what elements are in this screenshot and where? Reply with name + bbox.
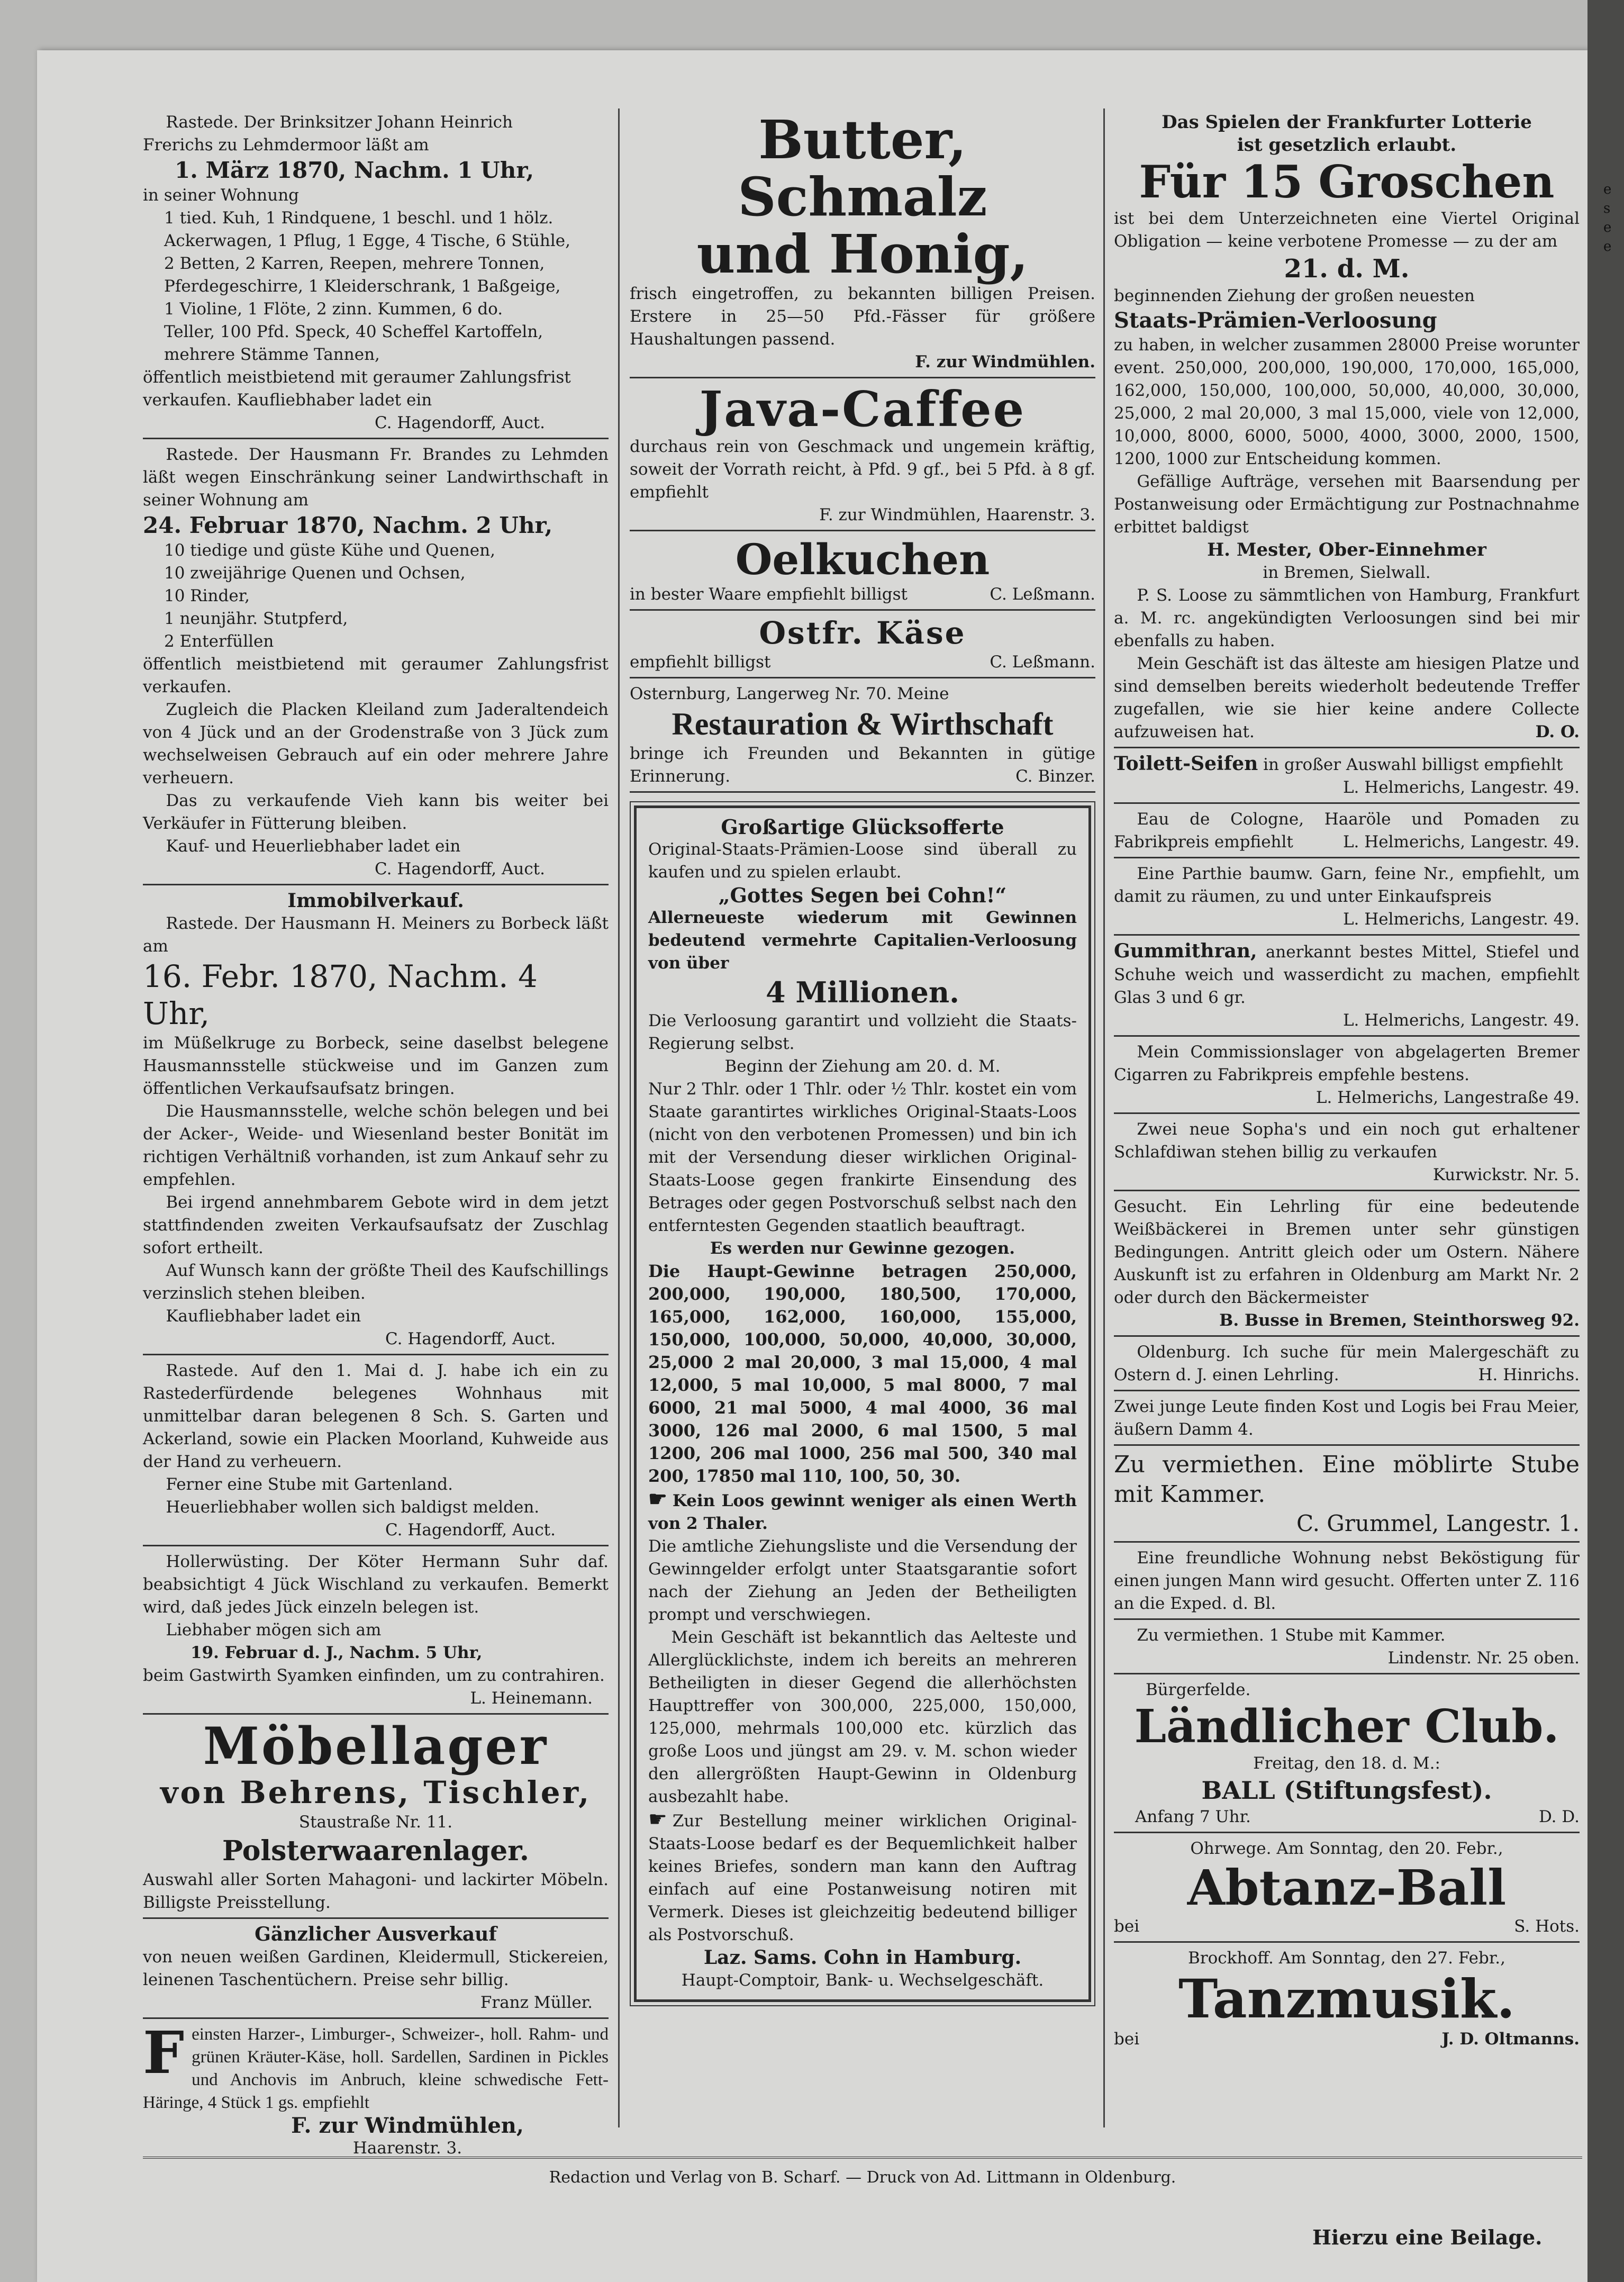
signature: L. Helmerichs, Langestr. 49. xyxy=(1342,910,1580,929)
ad-rastede-verheuern xyxy=(143,1360,609,1546)
ad-text: Rastede. Der Hausmann Fr. Brandes zu Lehmden läßt wegen Einschränkung seiner Landwirthschaft in seiner Wohnung am xyxy=(143,445,609,510)
ad-sopha xyxy=(1114,1118,1580,1191)
ad-text: Die Haupt-Gewinne betragen 250,000, 200,000, 190,000, 180,500, 170,000, 165,000, 162,000, 160,000, 155,000, 150,000, 100,000, 50,000, 40,000, 30,000, 25,000 2 mal 20,000, 3 mal 15,000, 4 mal 12,000, 5 mal 10,000, 5 mal 8000, 7 mal 6000, 21 mal 5000, 4 mal 4000, 36 mal 3000, 126 mal 2000, 6 mal 1500, 5 mal 1200, 206 mal 1000, 256 mal 500, 340 mal 200, 17850 mal 110, 100, 50, 30. xyxy=(648,1261,1077,1486)
column-2 xyxy=(630,108,1095,2007)
signature: D. O. xyxy=(1535,722,1580,741)
column-rule xyxy=(618,108,620,2127)
column-1 xyxy=(143,111,609,2160)
ad-text: Rastede. Der Brinksitzer Johann Heinrich xyxy=(166,113,513,132)
ad-text: Kein Loos gewinnt weniger als einen Werth von 2 Thaler. xyxy=(648,1491,1077,1533)
ad-title: Polsterwaarenlager. xyxy=(222,1835,529,1867)
ad-title: Toilett-Seifen xyxy=(1114,753,1258,775)
ad-subtitle: von Behrens, Tischler, xyxy=(160,1774,592,1810)
ad-moebellager xyxy=(143,1716,609,1919)
ad-text: Mein Geschäft ist das älteste am hiesigen Platze und sind demselben bereits wiederholt bedeutende Treffer zugefallen, wie sie hier keine andere Collecte aufzuweisen hat. xyxy=(1114,654,1580,741)
ad-frerichs-auction xyxy=(143,111,609,439)
ad-cigarren xyxy=(1114,1041,1580,1114)
signature: J. D. Oltmanns. xyxy=(1441,2030,1580,2049)
ad-text: 1 Violine, 1 Flöte, 2 zinn. Kummen, 6 do. xyxy=(164,300,503,319)
ad-eau-de-cologne xyxy=(1114,808,1580,858)
ad-text: Auf Wunsch kann der größte Theil des Kaufschillings verzinslich stehen bleiben. xyxy=(143,1261,609,1303)
signature: B. Busse in Bremen, Steinthorsweg 92. xyxy=(1219,1311,1580,1330)
signature: L. Helmerichs, Langestr. 49. xyxy=(1342,832,1580,852)
ad-text: Zu vermiethen. Eine möblirte Stube mit Kammer. xyxy=(1114,1451,1580,1508)
ad-text xyxy=(648,1808,1077,1946)
ad-text: Die Hausmannsstelle, welche schön belegen und bei der Acker-, Weide- und Wiesenland bester Bonität im richtigen Verhältniß vorhanden, ist zum Ankauf sehr zu empfehlen. xyxy=(143,1102,609,1189)
signature: L. Helmerichs, Langestr. 49. xyxy=(1342,1011,1580,1030)
signature: in Bremen, Sielwall. xyxy=(1263,563,1431,582)
ad-title: Möbellager xyxy=(203,1716,549,1776)
ad-text: anerkannt bestes Mittel, Stiefel und Schuhe weich und wasserdicht zu machen, empfiehlt Glas 3 und 6 gr. xyxy=(1114,943,1580,1007)
ad-title: Es werden nur Gewinne gezogen. xyxy=(710,1239,1015,1258)
ad-oelkuchen xyxy=(630,536,1095,611)
ad-text: Eine Parthie baumw. Garn, feine Nr., empfiehlt, um damit zu räumen, zu und unter Einkaufspreis xyxy=(1114,864,1580,906)
ad-text: durchaus rein von Geschmack und ungemein kräftig, soweit der Vorrath reicht, à Pfd. 9 gf., bei 5 Pfd. à 8 gf. empfiehlt xyxy=(630,437,1095,502)
list-item: 10 Rinder, xyxy=(164,586,250,605)
ad-text: Zur Bestellung meiner wirklichen Original-Staats-Loose bedarf es der Bequemlichkeit halber keines Briefes, sondern man kann den Auftrag einfach auf eine Postanweisung notiren mit Vermerk. Dieses ist gleichzeitig bedeutend billiger als Postvorschuß. xyxy=(648,1812,1077,1944)
ad-wohnung-gesucht xyxy=(1114,1547,1580,1620)
ad-garn xyxy=(1114,863,1580,936)
draw-date: 21. d. M. xyxy=(1284,254,1410,284)
ad-text: beginnenden Ziehung der großen neuesten xyxy=(1114,286,1475,305)
ad-text: Kauf- und Heuerliebhaber ladet ein xyxy=(166,837,461,856)
ad-text: öffentlich meistbietend mit geraumer Zahlungsfrist xyxy=(143,368,571,387)
ad-kaese-windmuehlen xyxy=(143,2018,609,2160)
ad-text: Brockhoff. Am Sonntag, den 27. Febr., xyxy=(1188,1949,1505,1968)
imprint: Redaction und Verlag von B. Scharf. — Druck von Ad. Littmann in Oldenburg. xyxy=(143,2157,1582,2187)
signature: D. D. xyxy=(1538,1807,1580,1826)
ad-text: Zwei junge Leute finden Kost und Logis bei Frau Meier, äußern Damm 4. xyxy=(1114,1397,1580,1439)
ad-text: in großer Auswahl billigst empfiehlt xyxy=(1263,755,1563,774)
signature: Laz. Sams. Cohn in Hamburg. xyxy=(703,1946,1022,1969)
ad-text: Gesucht. Ein Lehrling für eine bedeutende Weißbäckerei in Bremen unter sehr günstigen Bedingungen. Antritt gleich oder um Ostern. Nähere Auskunft ist zu erfahren in Oldenburg am Markt Nr. 2 oder durch den Bäckermeister xyxy=(1114,1197,1580,1307)
ad-ostfr-kaese xyxy=(630,615,1095,678)
ad-zu-vermiethen-stube xyxy=(1114,1450,1580,1543)
ad-text: Original-Staats-Prämien-Loose sind überall zu kaufen und zu spielen erlaubt. xyxy=(648,840,1077,882)
ad-text: Pferdegeschirre, 1 Kleiderschrank, 1 Baßgeige, xyxy=(164,277,561,296)
ad-title: Restauration & Wirthschaft xyxy=(672,707,1054,741)
ad-text: 1 tied. Kuh, 1 Rindquene, 1 beschl. und 1 hölz. xyxy=(164,209,554,228)
auction-date: 16. Febr. 1870, Nachm. 4 Uhr, xyxy=(143,958,538,1031)
ad-text: Allerneueste wiederum mit Gewinnen bedeutend vermehrte Capitalien-Verloosung von über xyxy=(648,908,1077,973)
ad-text: im Müßelkruge zu Borbeck, seine daselbst belegene Hausmannsstelle stückweise und im Ganzen zum öffentlichen Verkaufsaufsatz bringen. xyxy=(143,1034,609,1098)
ad-butter-schmalz xyxy=(630,108,1095,378)
signature: Haupt-Comptoir, Bank- u. Wechselgeschäft. xyxy=(681,1971,1044,1990)
ad-title: Das Spielen der Frankfurter Lotterie xyxy=(1162,112,1532,133)
ad-text: Mein Geschäft ist bekanntlich das Aelteste und Allerglücklichste, indem ich bereits an mehreren Betheiligten in dieser Gegend die allerhöchsten Haupttreffer von 300,000, 225,000, 150,000, 125,000, mehrmals 100,000 etc. kürzlich das große Loos und jüngst am 29. v. M. schon wieder den allergrößten Haupt-Gewinn in Oldenburg ausbezahlt habe. xyxy=(648,1628,1077,1806)
ad-title: BALL (Stiftungsfest). xyxy=(1201,1776,1492,1805)
pointing-hand-icon: ☛ xyxy=(648,1487,667,1511)
edge-char: e xyxy=(1603,220,1612,236)
ad-text: Kaufliebhaber ladet ein xyxy=(166,1307,361,1326)
ad-lehrling-baeckerei xyxy=(1114,1196,1580,1337)
ad-toilett-seifen xyxy=(1114,753,1580,804)
ad-text: Die amtliche Ziehungsliste und die Versendung der Gewinngelder erfolgt unter Staatsgarantie sofort nach der Ziehung an Jeden der Betheiligten prompt und verschwiegen. xyxy=(648,1537,1077,1624)
ad-text: Bürgerfelde. xyxy=(1146,1680,1251,1699)
ad-laendlicher-club xyxy=(1114,1679,1580,1833)
ad-title: Staats-Prämien-Verloosung xyxy=(1114,308,1437,333)
column-rule xyxy=(1103,108,1105,2127)
ad-title: Für 15 Groschen xyxy=(1139,156,1555,208)
signature: C. Leßmann. xyxy=(990,585,1095,604)
ad-text: Bei irgend annehmbarem Gebote wird in dem jetzt stattfindenden zweiten Verkaufsaufsatz der Zuschlag sofort ertheilt. xyxy=(143,1193,609,1257)
supplement-note: Hierzu eine Beilage. xyxy=(1312,2225,1543,2249)
ad-text: Osternburg, Langerweg Nr. 70. Meine xyxy=(630,684,949,703)
list-item: 2 Enterfüllen xyxy=(164,632,274,651)
ad-malergeschaeft xyxy=(1114,1341,1580,1391)
ad-text: Teller, 100 Pfd. Speck, 40 Scheffel Kartoffeln, xyxy=(164,322,543,341)
ad-text: Oldenburg. Ich suche für mein Malergeschäft zu Ostern d. J. einen Lehrling. xyxy=(1114,1343,1580,1384)
ad-text: Die Verloosung garantirt und vollzieht die Staats-Regierung selbst. xyxy=(648,1011,1077,1053)
signature: C. Grummel, Langestr. 1. xyxy=(1296,1510,1580,1536)
edge-char: e xyxy=(1603,182,1612,197)
ad-title: Immobilverkauf. xyxy=(287,890,464,912)
ad-title: Ostfr. Käse xyxy=(759,615,966,651)
ad-abtanz-ball xyxy=(1114,1837,1580,1943)
ad-ausverkauf xyxy=(143,1923,609,2019)
signature: F. zur Windmühlen. xyxy=(915,352,1095,372)
event-date: Freitag, den 18. d. M.: xyxy=(1253,1754,1440,1773)
ad-text: Eau de Cologne, Haaröle und Pomaden zu Fabrikpreis empfiehlt xyxy=(1114,810,1580,852)
ad-text xyxy=(648,1488,1077,1535)
ad-title: Java-Caffee xyxy=(699,381,1026,438)
ad-title: 4 Millionen. xyxy=(766,975,959,1009)
ad-title: Großartige Glücksofferte xyxy=(721,815,1004,839)
auction-date: 24. Februar 1870, Nachm. 2 Uhr, xyxy=(143,512,553,538)
list-item: 1 neunjähr. Stutpferd, xyxy=(164,609,348,628)
ad-text: Zugleich die Placken Kleiland zum Jaderaltendeich von 4 Jück und an der Grodenstraße von 3 Jück zum wechselweisen Gebrauch auf ein oder mehrere Jahre verheuern. xyxy=(143,700,609,787)
ad-text: Ohrwege. Am Sonntag, den 20. Febr., xyxy=(1190,1839,1503,1858)
ad-text: empfiehlt billigst xyxy=(630,653,771,672)
ad-title: Butter, Schmalz xyxy=(738,108,987,228)
ad-title: Oelkuchen xyxy=(735,535,990,584)
ad-kost-logis xyxy=(1114,1396,1580,1446)
ad-text: 2 Betten, 2 Karren, Reepen, mehrere Tonnen, xyxy=(164,254,545,273)
facing-page-text xyxy=(1603,180,1618,256)
ad-java-caffee xyxy=(630,383,1095,531)
ad-title: Ländlicher Club. xyxy=(1134,1700,1559,1753)
signature: Kurwickstr. Nr. 5. xyxy=(1432,1165,1580,1184)
ad-text: Rastede. Auf den 1. Mai d. J. habe ich ein zu Rastederfürdende belegenes Wohnhaus mit unmittelbar daran belegenen 8 Sch. S. Garten und Ackerland, sowie ein Placken Moorland, Kuhweide aus der Hand zu verheuern. xyxy=(143,1361,609,1471)
signature: C. Hagendorff, Auct. xyxy=(375,413,545,432)
signature: C. Hagendorff, Auct. xyxy=(385,1329,556,1348)
signature: L. Helmerichs, Langestraße 49. xyxy=(1315,1088,1580,1107)
address: Haarenstr. 3. xyxy=(352,2139,462,2158)
pointing-hand-icon: ☛ xyxy=(648,1807,667,1832)
ad-text: Zwei neue Sopha's und ein noch gut erhaltener Schlafdiwan stehen billig zu verkaufen xyxy=(1114,1120,1580,1162)
ad-text: mehrere Stämme Tannen, xyxy=(164,345,380,364)
ad-text: Das zu verkaufende Vieh kann bis weiter bei Verkäufer in Fütterung bleiben. xyxy=(143,791,609,833)
ad-text: in seiner Wohnung xyxy=(143,186,300,205)
auction-date: 19. Februar d. J., Nachm. 5 Uhr, xyxy=(190,1643,483,1662)
signature: H. Hinrichs. xyxy=(1478,1365,1580,1384)
ad-text: beim Gastwirth Syamken einfinden, um zu contrahiren. xyxy=(143,1666,605,1685)
signature: C. Hagendorff, Auct. xyxy=(375,859,545,879)
ad-text: Anfang 7 Uhr. xyxy=(1135,1807,1251,1826)
facing-page-edge xyxy=(1587,0,1624,2282)
ad-tanzmusik xyxy=(1114,1947,1580,2051)
drop-cap: F xyxy=(143,2018,185,2087)
ad-text: von neuen weißen Gardinen, Kleidermull, Stickereien, leinenen Taschentüchern. Preise sehr billig. xyxy=(143,1948,609,1989)
edge-char: e xyxy=(1603,239,1612,255)
livestock-list xyxy=(143,539,609,653)
ad-text: P. S. Loose zu sämmtlichen von Hamburg, Frankfurt a. M. rc. angekündigten Verloosungen sind bei mir ebenfalls zu haben. xyxy=(1114,586,1580,650)
ad-text: Ferner eine Stube mit Gartenland. xyxy=(166,1475,453,1494)
ad-restauration xyxy=(630,683,1095,793)
signature: F. zur Windmühlen, xyxy=(291,2113,524,2138)
ad-title: ist gesetzlich erlaubt. xyxy=(1237,134,1457,156)
ad-text: Zu vermiethen. 1 Stube mit Kammer. xyxy=(1137,1626,1446,1645)
ad-text: bei xyxy=(1114,1917,1140,1936)
ad-text: Beginn der Ziehung am 20. d. M. xyxy=(724,1057,1001,1076)
ad-text: Heuerliebhaber wollen sich baldigst melden. xyxy=(166,1498,540,1517)
ad-text: verkaufen. Kaufliebhaber ladet ein xyxy=(143,391,432,410)
ad-text: einsten Harzer-, Limburger-, Schweizer-, holl. Rahm- und grünen Kräuter-Käse, holl. Sardellen, Sardinen in Pickles und Anchovis im Anbruch, kleine schwedische Fett-Häringe, 4 Stück 1 gs. empfiehlt xyxy=(143,2025,609,2112)
ad-title: Gummithran, xyxy=(1114,940,1257,962)
ad-text: Liebhaber mögen sich am xyxy=(166,1620,382,1640)
list-item: 10 zweijährige Quenen und Ochsen, xyxy=(164,564,466,583)
ad-text: Eine freundliche Wohnung nebst Beköstigung für einen jungen Mann wird gesucht. Offerten unter Z. 116 an die Exped. d. Bl. xyxy=(1114,1548,1580,1613)
ad-title: „Gottes Segen bei Cohn!“ xyxy=(718,883,1007,907)
ad-lottery-cohn xyxy=(634,805,1091,2002)
signature: Franz Müller. xyxy=(480,1993,593,2012)
ad-text: Frerichs zu Lehmdermoor läßt am xyxy=(143,135,429,155)
ad-text: ist bei dem Unterzeichneten eine Viertel Original Obligation — keine verbotene Promesse — zu der am xyxy=(1114,209,1580,251)
list-item: 10 tiedige und güste Kühe und Quenen, xyxy=(164,541,495,560)
ad-text: zu haben, in welcher zusammen 28000 Preise worunter event. 250,000, 200,000, 190,000, 170,000, 165,000, 162,000, 150,000, 100,000, 50,000, 40,000, 30,000, 25,000, 2 mal 20,000, 3 mal 15,000, viele von 12,000, 10,000, 8000, 6000, 5000, 4000, 3000, 2000, 1500, 1200, 1000 zur Entscheidung kommen. xyxy=(1114,336,1580,468)
signature: C. Binzer. xyxy=(1015,767,1095,786)
ad-title: und Honig, xyxy=(696,223,1029,285)
ad-suhr-wischland xyxy=(143,1551,609,1715)
signature: C. Leßmann. xyxy=(990,653,1095,672)
signature: F. zur Windmühlen, Haarenstr. 3. xyxy=(819,505,1095,524)
ad-text: Ackerwagen, 1 Pflug, 1 Egge, 4 Tische, 6 Stühle, xyxy=(164,231,570,250)
ad-text: bringe ich Freunden und Bekannten in gütige Erinnerung. xyxy=(630,744,1095,786)
ad-title: Abtanz-Ball xyxy=(1187,1859,1507,1916)
signature: C. Hagendorff, Auct. xyxy=(385,1520,556,1540)
ad-text: Nur 2 Thlr. oder 1 Thlr. oder ½ Thlr. kostet ein vom Staate garantirtes wirkliches Original-Staats-Loos (nicht von den verbotenen Promessen) und bin ich mit der Versendung dieser wirklichen Original-Staats-Loose gegen frankirte Einsendung des Betrages oder gegen Postvorschuß selbst nach den entferntesten Gegenden staatlich beauftragt. xyxy=(648,1080,1077,1235)
ad-text: Mein Commissionslager von abgelagerten Bremer Cigarren zu Fabrikpreis empfehle bestens. xyxy=(1114,1043,1580,1084)
ad-title: Tanzmusik. xyxy=(1178,1968,1516,2030)
ad-text: frisch eingetroffen, zu bekannten billigen Preisen. Erstere in 25—50 Pfd.-Fässer für größere Haushaltungen passend. xyxy=(630,284,1095,349)
auction-date: 1. März 1870, Nachm. 1 Uhr, xyxy=(175,157,534,183)
ad-text: in bester Waare empfiehlt billigst xyxy=(630,585,908,604)
edge-char: s xyxy=(1603,201,1611,216)
ad-meiners-immobilverkauf xyxy=(143,890,609,1355)
signature: Lindenstr. Nr. 25 oben. xyxy=(1387,1649,1580,1668)
ad-frankfurter-lotterie xyxy=(1114,111,1580,748)
signature: L. Helmerichs, Langestr. 49. xyxy=(1342,778,1580,797)
signature: S. Hots. xyxy=(1514,1917,1580,1936)
ad-text: Auswahl aller Sorten Mahagoni- und lackirter Möbeln. Billigste Preisstellung. xyxy=(143,1870,609,1912)
ad-zu-vermiethen-lindenstr xyxy=(1114,1624,1580,1674)
ad-text: Hollerwüsting. Der Köter Hermann Suhr daf. beabsichtigt 4 Jück Wischland zu verkaufen. Bemerkt wird, daß jedes Jück einzeln belegen ist. xyxy=(143,1552,609,1617)
signature: H. Mester, Ober-Einnehmer xyxy=(1207,539,1486,560)
ad-gummithran xyxy=(1114,940,1580,1037)
signature: L. Heinemann. xyxy=(470,1689,593,1708)
ad-text: Gefällige Aufträge, versehen mit Baarsendung per Postanweisung oder Ermächtigung zur Postnachnahme erbittet baldigst xyxy=(1114,472,1580,537)
ad-text: öffentlich meistbietend mit geraumer Zahlungsfrist verkaufen. xyxy=(143,655,609,696)
column-3 xyxy=(1114,111,1580,2051)
ad-title: Gänzlicher Ausverkauf xyxy=(255,1923,497,1945)
ad-text: bei xyxy=(1114,2030,1140,2049)
ad-brandes-auction xyxy=(143,443,609,885)
address: Staustraße Nr. 11. xyxy=(298,1813,453,1832)
ad-text: Rastede. Der Hausmann H. Meiners zu Borbeck läßt am xyxy=(143,914,609,956)
